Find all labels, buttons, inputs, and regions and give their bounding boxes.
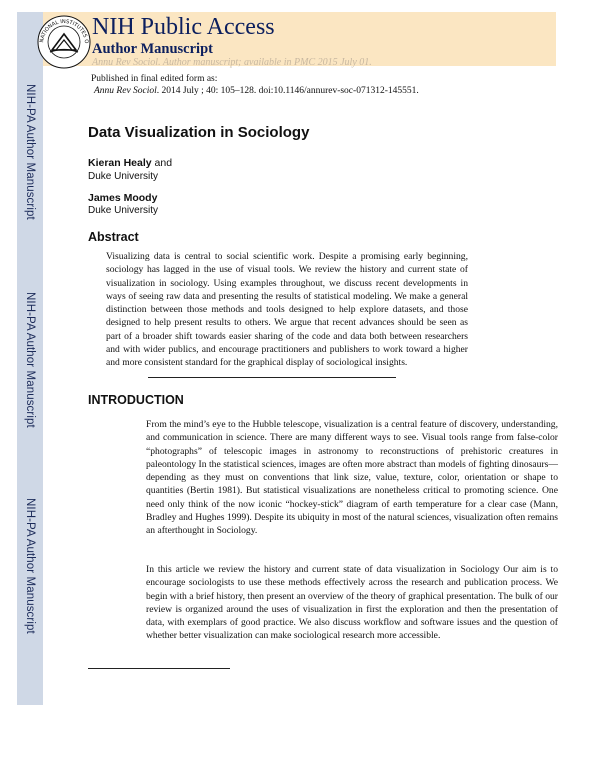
article-title: Data Visualization in Sociology	[88, 124, 310, 141]
manuscript-availability-note: Annu Rev Sociol. Author manuscript; available in PMC 2015 July 01.	[92, 57, 372, 68]
intro-paragraph: In this article we review the history and current state of data visualization in Sociology Our aim is to encourage sociologists to use these methods effectively across the research and publication process. We begin with a brief history, then present an overview of the theory of graphical presentation. The bulk of our review is organized around the uses of visualization in first the exploration and then the presentation of data, with exemplars of good practice. We also discuss workflow and software issues and the question of whether better visualization can make sociological research more accessible.	[146, 564, 558, 642]
author-connector: and	[151, 157, 173, 169]
published-label: Published in final edited form as:	[91, 74, 218, 84]
introduction-heading: INTRODUCTION	[88, 393, 184, 407]
citation-line	[94, 85, 419, 97]
nih-seal-logo	[36, 14, 92, 70]
author-name-text: Kieran Healy	[88, 157, 152, 169]
abstract-heading: Abstract	[88, 230, 139, 244]
intro-paragraph: From the mind’s eye to the Hubble telescope, visualization is a central feature of discovery, understanding, and communication in science. There are many different ways to see. Visual tools range from false-color “photographs” of telescopic images in astronomy to reconstructions of prehistoric creatures in paleontology In the statistical sciences, images are often more abstract than models of fighting dinosaurs—depending as they must on conventions that link size, value, texture, color, orientation or shape to quantities (Bertin 1981). But statistical visualizations are nonetheless critical to promoting science. One need only think of the now iconic “hockey-stick” diagram of earth temperature for a clear case (Mann, Bradley and Hughes 1999). Despite its ubiquity in most of the natural sciences, visualization often remains an afterthought in Sociology.	[146, 419, 558, 537]
citation-details: . 2014 July ; 40: 105–128. doi:10.1146/annurev-soc-071312-145551.	[156, 86, 419, 96]
author-affiliation: Duke University	[88, 205, 159, 216]
citation-journal: Annu Rev Sociol	[94, 86, 157, 96]
svg-text:NATIONAL INSTITUTES OF HEALTH: NATIONAL INSTITUTES O	[38, 18, 90, 44]
sidebar-label-top: NIH-PA Author Manuscript	[24, 84, 36, 220]
author-name-text: James Moody	[88, 192, 158, 204]
abstract-text: Visualizing data is central to social scientific work. Despite a promising early beginning, sociology has lagged in the use of visual tools. We review the history and current state of visualization in sociology. Using examples throughout, we discuss recent developments in ways of seeing raw data and presenting the results of statistical modeling. We make a general distinction between those methods and tools designed to help explore datasets, and those designed to help present results to others. We argue that recent advances should be seen as part of a broader shift towards easier sharing of the code and data both between researchers and with wider publics, and encourage practitioners and publishers to work toward a higher and more consistent standard for the graphical display of sociological insights.	[106, 251, 468, 369]
abstract-divider	[148, 377, 396, 378]
author-manuscript-subtitle: Author Manuscript	[92, 41, 213, 57]
author-name	[88, 192, 157, 204]
author-affiliation: Duke University	[88, 171, 159, 182]
sidebar-label-bottom: NIH-PA Author Manuscript	[24, 498, 36, 634]
sidebar-label-middle: NIH-PA Author Manuscript	[24, 292, 36, 428]
footnote-divider	[88, 668, 230, 669]
author-name	[88, 157, 172, 169]
nih-public-access-title: NIH Public Access	[92, 14, 275, 40]
